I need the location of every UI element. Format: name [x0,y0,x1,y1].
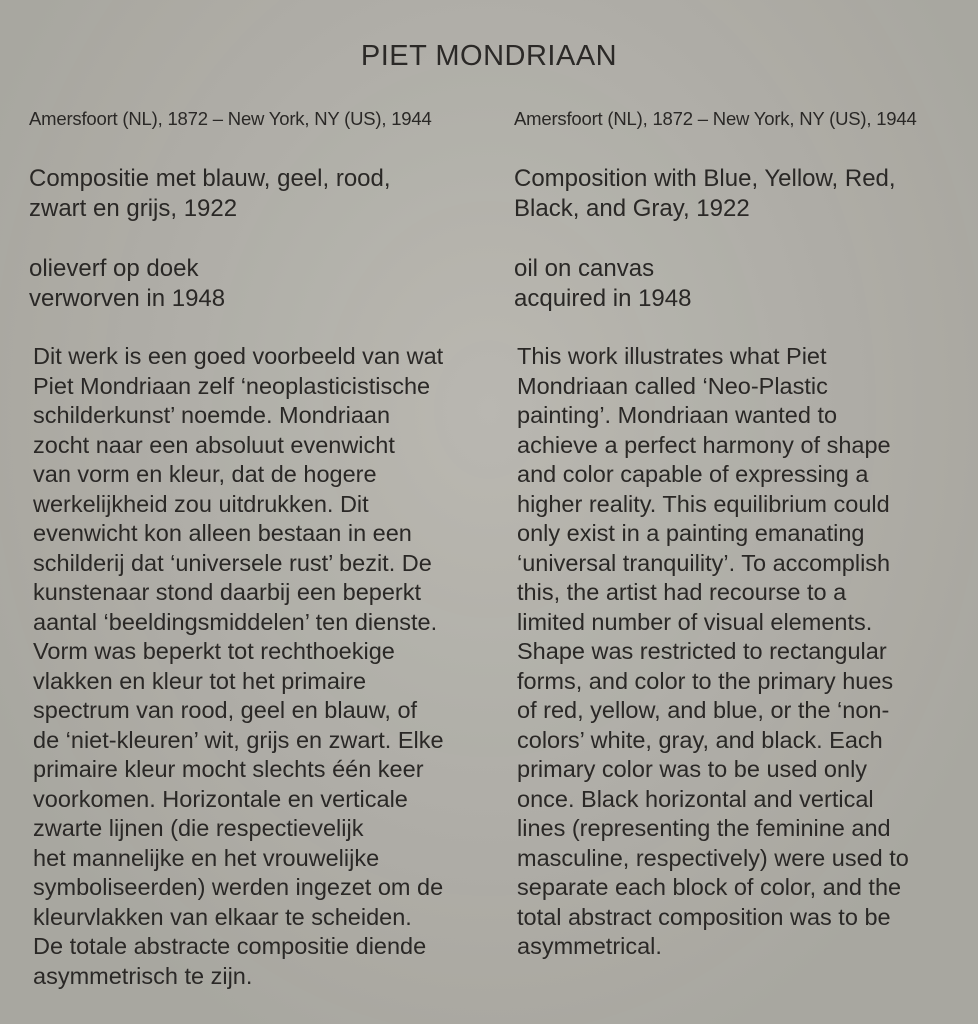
dutch-description-line: asymmetrisch te zijn. [33,962,253,989]
english-description-line: total abstract composition was to be [517,903,891,930]
english-work-title-line: Composition with Blue, Yellow, Red, [514,165,896,192]
english-description-line: ‘universal tranquility’. To accomplish [517,549,891,576]
dutch-description-line: De totale abstracte compositie diende [33,933,427,959]
dutch-description [33,342,444,991]
dutch-description-line: evenwicht kon alleen bestaan in een [33,520,412,546]
english-description-line: lines (representing the feminine and [517,815,891,841]
dutch-description-line: spectrum van rood, geel en blauw, of [33,697,418,723]
dutch-description-line: van vorm en kleur, dat de hogere [33,461,377,487]
english-description-line: Mondriaan called ‘Neo-Plastic [517,372,828,399]
dutch-description-line: zwarte lijnen (die respectievelijk [33,815,364,841]
dutch-description-line: het mannelijke en het vrouwelijke [33,844,380,871]
dutch-description-line: werkelijkheid zou uitdrukken. Dit [33,490,369,517]
dutch-work-title-line: Compositie met blauw, geel, rood, [29,165,391,192]
english-description-line: once. Black horizontal and vertical [517,785,874,812]
artist-name-heading: PIET MONDRIAAN [360,40,618,72]
english-artist-origin: Amersfoort (NL), 1872 – New York, NY (US), 1944 [514,108,917,129]
dutch-description-line: vlakken en kleur tot het primaire [33,667,367,694]
dutch-description-line: de ‘niet-kleuren’ wit, grijs en zwart. Elke [33,726,444,753]
dutch-description-line: zocht naar een absoluut evenwicht [33,431,395,458]
dutch-description-line: Vorm was beperkt tot rechthoekige [33,638,395,664]
dutch-description-line: schilderij dat ‘universele rust’ bezit. De [33,549,432,576]
english-work-title-line: Black, and Gray, 1922 [514,195,750,222]
dutch-description-line: symboliseerden) werden ingezet om de [33,874,444,900]
dutch-description-line: aantal ‘beeldingsmiddelen’ ten dienste. [33,608,438,635]
english-description [517,342,909,962]
english-medium-info [514,254,691,314]
english-description-line: this, the artist had recourse to a [517,579,847,605]
dutch-acquisition-line: verworven in 1948 [29,285,226,312]
dutch-description-line: voorkomen. Horizontale en verticale [33,785,408,812]
dutch-medium-line: olieverf op doek [29,255,199,282]
dutch-medium-info [29,254,225,314]
english-acquisition-line: acquired in 1948 [514,285,692,312]
english-description-line: only exist in a painting emanating [517,520,865,546]
dutch-description-line: kleurvlakken van elkaar te scheiden. [33,903,412,930]
english-description-line: limited number of visual elements. [517,608,873,635]
dutch-description-line: schilderkunst’ noemde. Mondriaan [33,402,391,428]
english-description-line: separate each block of color, and the [517,874,902,900]
dutch-artist-origin: Amersfoort (NL), 1872 – New York, NY (US), 1944 [29,108,432,129]
dutch-description-line: Dit werk is een goed voorbeeld van wat [33,343,444,369]
english-description-line: masculine, respectively) were used to [517,844,909,871]
english-work-title [514,164,896,224]
english-description-line: Shape was restricted to rectangular [517,638,887,664]
dutch-description-line: Piet Mondriaan zelf ‘neoplasticistische [33,372,431,399]
english-description-line: achieve a perfect harmony of shape [517,431,891,458]
dutch-description-line: kunstenaar stond daarbij een beperkt [33,579,422,605]
english-description-line: colors’ white, gray, and black. Each [517,726,883,753]
english-description-line: and color capable of expressing a [517,461,869,487]
english-description-line: primary color was to be used only [517,756,868,782]
dutch-description-line: primaire kleur mocht slechts één keer [33,756,424,782]
english-description-line: This work illustrates what Piet [517,343,827,369]
english-description-line: forms, and color to the primary hues [517,667,894,694]
dutch-work-title [29,164,391,224]
english-medium-line: oil on canvas [514,255,655,282]
english-description-line: of red, yellow, and blue, or the ‘non- [517,697,890,723]
english-description-line: asymmetrical. [517,933,662,959]
dutch-work-title-line: zwart en grijs, 1922 [29,195,238,222]
english-description-line: painting’. Mondriaan wanted to [517,402,838,428]
english-description-line: higher reality. This equilibrium could [517,490,890,517]
